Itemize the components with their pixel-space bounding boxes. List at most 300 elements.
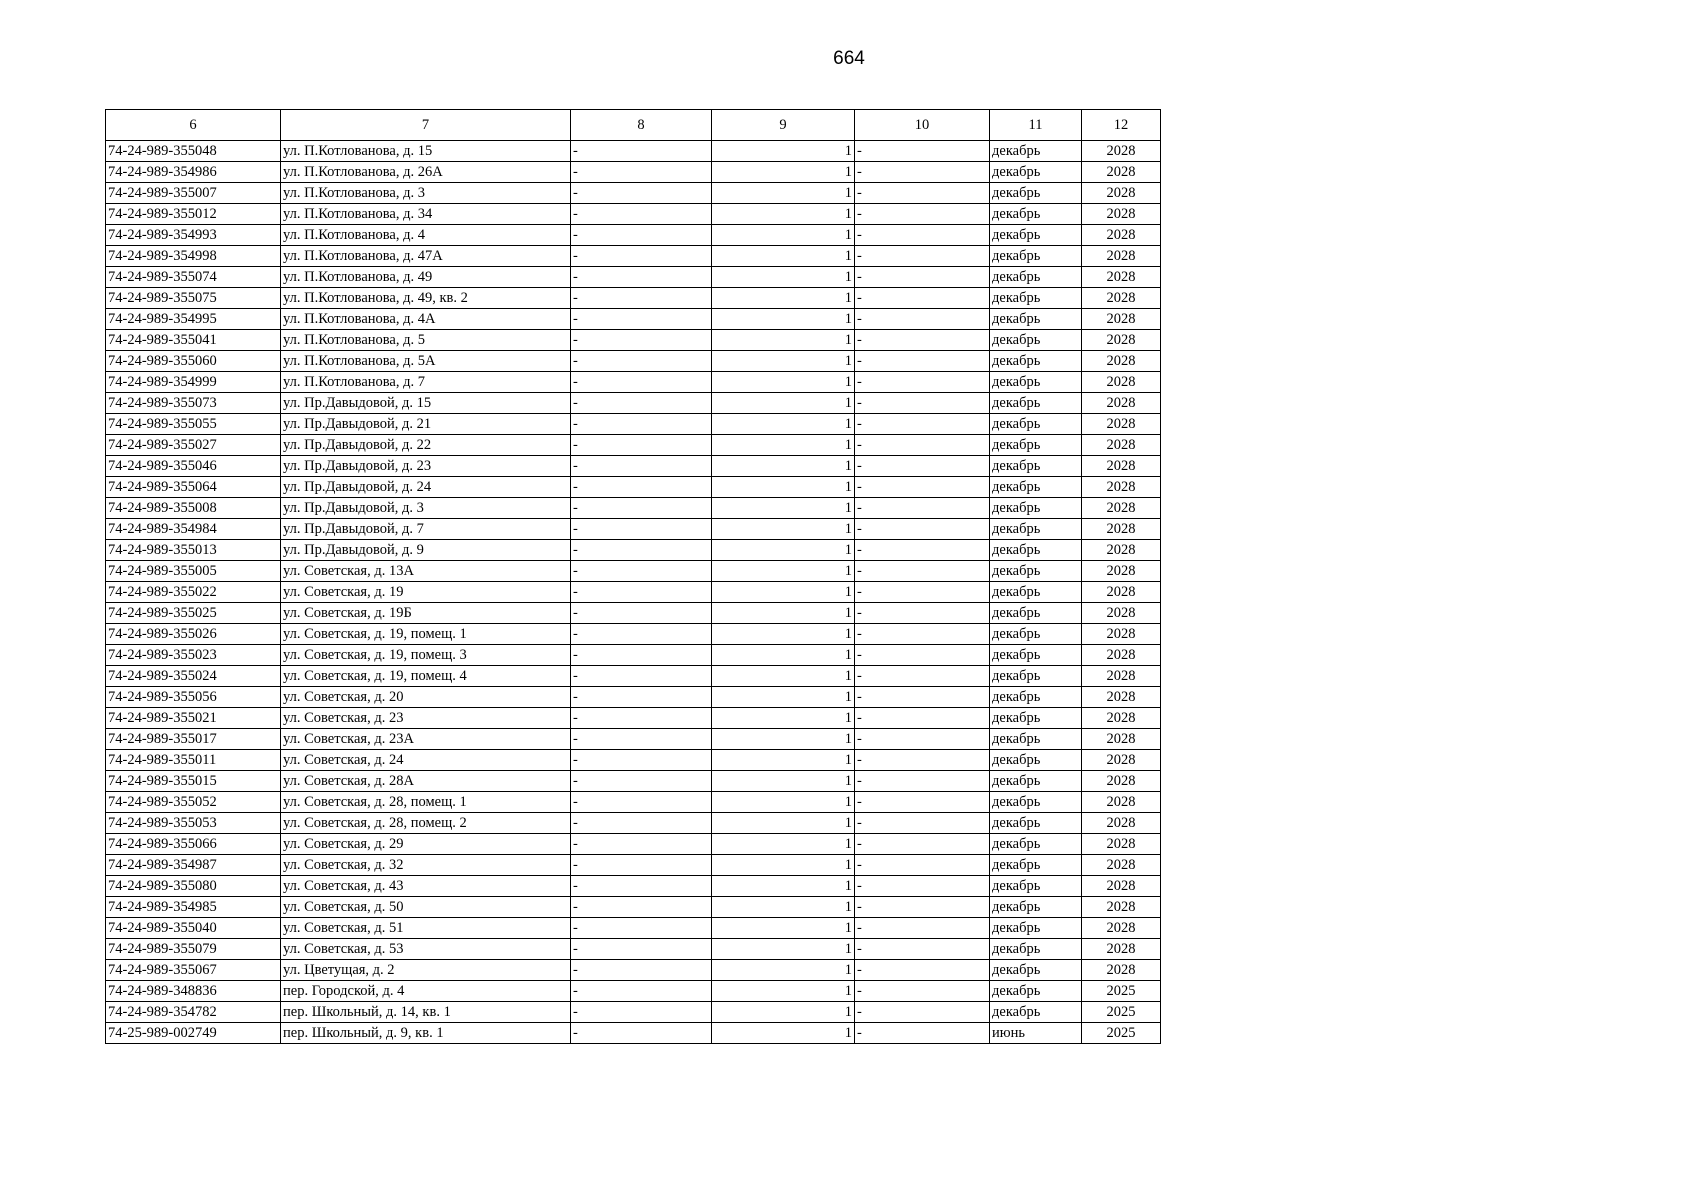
table-row	[106, 750, 1161, 771]
year-cell: 2028	[1082, 855, 1161, 876]
cadastral-number-cell: 74-24-989-355024	[106, 666, 281, 687]
cadastral-number-cell: 74-25-989-002749	[106, 1023, 281, 1044]
table-row	[106, 939, 1161, 960]
col9-cell: 1	[712, 729, 855, 750]
table-row	[106, 1023, 1161, 1044]
cadastral-number-cell: 74-24-989-355079	[106, 939, 281, 960]
column-header: 8	[571, 110, 712, 141]
year-cell: 2028	[1082, 876, 1161, 897]
month-cell: декабрь	[990, 645, 1082, 666]
col8-cell: -	[571, 456, 712, 477]
col8-cell: -	[571, 1002, 712, 1023]
col9-cell: 1	[712, 183, 855, 204]
table-row	[106, 141, 1161, 162]
col8-cell: -	[571, 729, 712, 750]
col8-cell: -	[571, 960, 712, 981]
cadastral-number-cell: 74-24-989-355067	[106, 960, 281, 981]
table-row	[106, 519, 1161, 540]
col10-cell: -	[855, 204, 990, 225]
cadastral-number-cell: 74-24-989-355027	[106, 435, 281, 456]
cadastral-number-cell: 74-24-989-355007	[106, 183, 281, 204]
col9-cell: 1	[712, 162, 855, 183]
table-row	[106, 792, 1161, 813]
cadastral-number-cell: 74-24-989-355017	[106, 729, 281, 750]
address-cell: пер. Городской, д. 4	[281, 981, 571, 1002]
table-row	[106, 897, 1161, 918]
col10-cell: -	[855, 708, 990, 729]
col8-cell: -	[571, 414, 712, 435]
column-header: 9	[712, 110, 855, 141]
month-cell: декабрь	[990, 981, 1082, 1002]
address-cell: ул. Советская, д. 23	[281, 708, 571, 729]
col10-cell: -	[855, 666, 990, 687]
address-cell: ул. Пр.Давыдовой, д. 15	[281, 393, 571, 414]
table-row	[106, 162, 1161, 183]
table-row	[106, 729, 1161, 750]
col10-cell: -	[855, 729, 990, 750]
year-cell: 2028	[1082, 351, 1161, 372]
col10-cell: -	[855, 477, 990, 498]
address-cell: ул. Советская, д. 19, помещ. 4	[281, 666, 571, 687]
year-cell: 2025	[1082, 981, 1161, 1002]
table-row	[106, 246, 1161, 267]
month-cell: декабрь	[990, 876, 1082, 897]
col8-cell: -	[571, 708, 712, 729]
cadastral-number-cell: 74-24-989-355026	[106, 624, 281, 645]
col10-cell: -	[855, 225, 990, 246]
col8-cell: -	[571, 1023, 712, 1044]
year-cell: 2028	[1082, 834, 1161, 855]
col10-cell: -	[855, 162, 990, 183]
cadastral-number-cell: 74-24-989-355073	[106, 393, 281, 414]
address-cell: ул. Пр.Давыдовой, д. 7	[281, 519, 571, 540]
address-cell: ул. П.Котлованова, д. 49	[281, 267, 571, 288]
col10-cell: -	[855, 183, 990, 204]
cadastral-number-cell: 74-24-989-355011	[106, 750, 281, 771]
cadastral-number-cell: 74-24-989-354985	[106, 897, 281, 918]
col9-cell: 1	[712, 855, 855, 876]
cadastral-number-cell: 74-24-989-355008	[106, 498, 281, 519]
col8-cell: -	[571, 603, 712, 624]
col8-cell: -	[571, 330, 712, 351]
col8-cell: -	[571, 498, 712, 519]
column-header: 7	[281, 110, 571, 141]
cadastral-number-cell: 74-24-989-355080	[106, 876, 281, 897]
address-cell: ул. Советская, д. 53	[281, 939, 571, 960]
month-cell: декабрь	[990, 309, 1082, 330]
month-cell: декабрь	[990, 246, 1082, 267]
col8-cell: -	[571, 246, 712, 267]
col9-cell: 1	[712, 897, 855, 918]
cadastral-number-cell: 74-24-989-355075	[106, 288, 281, 309]
cadastral-number-cell: 74-24-989-355066	[106, 834, 281, 855]
table-row	[106, 372, 1161, 393]
cadastral-number-cell: 74-24-989-348836	[106, 981, 281, 1002]
col8-cell: -	[571, 582, 712, 603]
address-cell: ул. Советская, д. 51	[281, 918, 571, 939]
col9-cell: 1	[712, 624, 855, 645]
col9-cell: 1	[712, 687, 855, 708]
col10-cell: -	[855, 309, 990, 330]
month-cell: декабрь	[990, 162, 1082, 183]
col8-cell: -	[571, 162, 712, 183]
col10-cell: -	[855, 834, 990, 855]
month-cell: декабрь	[990, 603, 1082, 624]
table-body	[106, 141, 1161, 1044]
year-cell: 2028	[1082, 561, 1161, 582]
year-cell: 2028	[1082, 540, 1161, 561]
table-row	[106, 624, 1161, 645]
year-cell: 2028	[1082, 204, 1161, 225]
col10-cell: -	[855, 372, 990, 393]
address-cell: ул. П.Котлованова, д. 5	[281, 330, 571, 351]
cadastral-number-cell: 74-24-989-355056	[106, 687, 281, 708]
col8-cell: -	[571, 834, 712, 855]
table-row	[106, 288, 1161, 309]
cadastral-number-cell: 74-24-989-355060	[106, 351, 281, 372]
address-cell: ул. Пр.Давыдовой, д. 23	[281, 456, 571, 477]
address-cell: пер. Школьный, д. 14, кв. 1	[281, 1002, 571, 1023]
table-row	[106, 813, 1161, 834]
table-row	[106, 267, 1161, 288]
address-cell: пер. Школьный, д. 9, кв. 1	[281, 1023, 571, 1044]
col8-cell: -	[571, 351, 712, 372]
year-cell: 2028	[1082, 897, 1161, 918]
col9-cell: 1	[712, 582, 855, 603]
col8-cell: -	[571, 897, 712, 918]
col10-cell: -	[855, 288, 990, 309]
month-cell: декабрь	[990, 414, 1082, 435]
col8-cell: -	[571, 183, 712, 204]
table-row	[106, 918, 1161, 939]
address-cell: ул. П.Котлованова, д. 15	[281, 141, 571, 162]
col8-cell: -	[571, 624, 712, 645]
col9-cell: 1	[712, 1002, 855, 1023]
table-row	[106, 876, 1161, 897]
col9-cell: 1	[712, 834, 855, 855]
address-cell: ул. П.Котлованова, д. 47А	[281, 246, 571, 267]
col10-cell: -	[855, 1002, 990, 1023]
year-cell: 2028	[1082, 939, 1161, 960]
col10-cell: -	[855, 939, 990, 960]
table-row	[106, 1002, 1161, 1023]
cadastral-number-cell: 74-24-989-355041	[106, 330, 281, 351]
col10-cell: -	[855, 435, 990, 456]
table-row	[106, 582, 1161, 603]
year-cell: 2028	[1082, 519, 1161, 540]
cadastral-number-cell: 74-24-989-355012	[106, 204, 281, 225]
month-cell: декабрь	[990, 771, 1082, 792]
cadastral-number-cell: 74-24-989-354995	[106, 309, 281, 330]
col10-cell: -	[855, 960, 990, 981]
address-cell: ул. Пр.Давыдовой, д. 24	[281, 477, 571, 498]
col9-cell: 1	[712, 771, 855, 792]
year-cell: 2028	[1082, 603, 1161, 624]
month-cell: декабрь	[990, 729, 1082, 750]
table-row	[106, 645, 1161, 666]
year-cell: 2028	[1082, 792, 1161, 813]
col9-cell: 1	[712, 435, 855, 456]
cadastral-number-cell: 74-24-989-355055	[106, 414, 281, 435]
column-header: 12	[1082, 110, 1161, 141]
col8-cell: -	[571, 477, 712, 498]
col9-cell: 1	[712, 750, 855, 771]
table-row	[106, 603, 1161, 624]
col8-cell: -	[571, 288, 712, 309]
col10-cell: -	[855, 351, 990, 372]
col9-cell: 1	[712, 1023, 855, 1044]
address-cell: ул. П.Котлованова, д. 4	[281, 225, 571, 246]
col10-cell: -	[855, 603, 990, 624]
month-cell: декабрь	[990, 687, 1082, 708]
cadastral-number-cell: 74-24-989-354999	[106, 372, 281, 393]
address-cell: ул. Пр.Давыдовой, д. 3	[281, 498, 571, 519]
month-cell: декабрь	[990, 834, 1082, 855]
year-cell: 2028	[1082, 435, 1161, 456]
col8-cell: -	[571, 645, 712, 666]
table-header-row	[106, 110, 1161, 141]
address-cell: ул. Советская, д. 43	[281, 876, 571, 897]
cadastral-number-cell: 74-24-989-355022	[106, 582, 281, 603]
month-cell: декабрь	[990, 183, 1082, 204]
col10-cell: -	[855, 246, 990, 267]
table-row	[106, 393, 1161, 414]
address-cell: ул. Советская, д. 19	[281, 582, 571, 603]
cadastral-number-cell: 74-24-989-355025	[106, 603, 281, 624]
table-row	[106, 561, 1161, 582]
address-cell: ул. Советская, д. 19, помещ. 3	[281, 645, 571, 666]
col9-cell: 1	[712, 981, 855, 1002]
col10-cell: -	[855, 141, 990, 162]
address-cell: ул. П.Котлованова, д. 34	[281, 204, 571, 225]
table-row	[106, 540, 1161, 561]
col8-cell: -	[571, 813, 712, 834]
year-cell: 2028	[1082, 582, 1161, 603]
cadastral-number-cell: 74-24-989-355040	[106, 918, 281, 939]
year-cell: 2028	[1082, 477, 1161, 498]
year-cell: 2025	[1082, 1023, 1161, 1044]
col10-cell: -	[855, 645, 990, 666]
address-cell: ул. Советская, д. 13А	[281, 561, 571, 582]
col8-cell: -	[571, 750, 712, 771]
col9-cell: 1	[712, 792, 855, 813]
month-cell: декабрь	[990, 519, 1082, 540]
cadastral-number-cell: 74-24-989-355015	[106, 771, 281, 792]
col8-cell: -	[571, 225, 712, 246]
column-header: 6	[106, 110, 281, 141]
year-cell: 2028	[1082, 687, 1161, 708]
cadastral-number-cell: 74-24-989-354782	[106, 1002, 281, 1023]
col9-cell: 1	[712, 204, 855, 225]
table-row	[106, 477, 1161, 498]
col10-cell: -	[855, 414, 990, 435]
data-table	[105, 109, 1161, 1044]
year-cell: 2028	[1082, 750, 1161, 771]
year-cell: 2028	[1082, 162, 1161, 183]
col8-cell: -	[571, 918, 712, 939]
month-cell: декабрь	[990, 855, 1082, 876]
address-cell: ул. Советская, д. 28, помещ. 1	[281, 792, 571, 813]
year-cell: 2028	[1082, 393, 1161, 414]
month-cell: декабрь	[990, 204, 1082, 225]
col8-cell: -	[571, 309, 712, 330]
col10-cell: -	[855, 519, 990, 540]
table-row	[106, 498, 1161, 519]
month-cell: декабрь	[990, 813, 1082, 834]
col8-cell: -	[571, 981, 712, 1002]
year-cell: 2028	[1082, 624, 1161, 645]
col8-cell: -	[571, 540, 712, 561]
address-cell: ул. Советская, д. 24	[281, 750, 571, 771]
cadastral-number-cell: 74-24-989-355021	[106, 708, 281, 729]
month-cell: декабрь	[990, 666, 1082, 687]
table-row	[106, 708, 1161, 729]
cadastral-number-cell: 74-24-989-355013	[106, 540, 281, 561]
col9-cell: 1	[712, 540, 855, 561]
month-cell: декабрь	[990, 288, 1082, 309]
address-cell: ул. П.Котлованова, д. 5А	[281, 351, 571, 372]
address-cell: ул. Советская, д. 29	[281, 834, 571, 855]
col8-cell: -	[571, 855, 712, 876]
year-cell: 2028	[1082, 372, 1161, 393]
cadastral-number-cell: 74-24-989-355074	[106, 267, 281, 288]
year-cell: 2028	[1082, 330, 1161, 351]
col9-cell: 1	[712, 372, 855, 393]
month-cell: декабрь	[990, 708, 1082, 729]
col8-cell: -	[571, 561, 712, 582]
year-cell: 2028	[1082, 141, 1161, 162]
col10-cell: -	[855, 792, 990, 813]
col9-cell: 1	[712, 330, 855, 351]
col9-cell: 1	[712, 288, 855, 309]
year-cell: 2028	[1082, 645, 1161, 666]
col9-cell: 1	[712, 918, 855, 939]
col9-cell: 1	[712, 393, 855, 414]
address-cell: ул. Советская, д. 19, помещ. 1	[281, 624, 571, 645]
cadastral-number-cell: 74-24-989-355064	[106, 477, 281, 498]
col10-cell: -	[855, 750, 990, 771]
address-cell: ул. Советская, д. 28, помещ. 2	[281, 813, 571, 834]
col9-cell: 1	[712, 267, 855, 288]
month-cell: декабрь	[990, 540, 1082, 561]
month-cell: декабрь	[990, 624, 1082, 645]
col9-cell: 1	[712, 498, 855, 519]
cadastral-number-cell: 74-24-989-355048	[106, 141, 281, 162]
col8-cell: -	[571, 792, 712, 813]
table-row	[106, 204, 1161, 225]
table-row	[106, 834, 1161, 855]
month-cell: декабрь	[990, 561, 1082, 582]
year-cell: 2028	[1082, 225, 1161, 246]
year-cell: 2028	[1082, 729, 1161, 750]
address-cell: ул. Советская, д. 23А	[281, 729, 571, 750]
year-cell: 2028	[1082, 918, 1161, 939]
col9-cell: 1	[712, 414, 855, 435]
column-header: 10	[855, 110, 990, 141]
col9-cell: 1	[712, 645, 855, 666]
col9-cell: 1	[712, 351, 855, 372]
month-cell: декабрь	[990, 939, 1082, 960]
year-cell: 2028	[1082, 414, 1161, 435]
year-cell: 2028	[1082, 960, 1161, 981]
year-cell: 2028	[1082, 288, 1161, 309]
address-cell: ул. Пр.Давыдовой, д. 21	[281, 414, 571, 435]
col8-cell: -	[571, 435, 712, 456]
col10-cell: -	[855, 267, 990, 288]
col9-cell: 1	[712, 876, 855, 897]
address-cell: ул. Советская, д. 19Б	[281, 603, 571, 624]
table-row	[106, 435, 1161, 456]
column-header: 11	[990, 110, 1082, 141]
col9-cell: 1	[712, 519, 855, 540]
table-row	[106, 687, 1161, 708]
col9-cell: 1	[712, 813, 855, 834]
col9-cell: 1	[712, 246, 855, 267]
address-cell: ул. П.Котлованова, д. 26А	[281, 162, 571, 183]
year-cell: 2028	[1082, 666, 1161, 687]
year-cell: 2028	[1082, 183, 1161, 204]
col8-cell: -	[571, 687, 712, 708]
col8-cell: -	[571, 267, 712, 288]
table-row	[106, 960, 1161, 981]
col9-cell: 1	[712, 708, 855, 729]
col10-cell: -	[855, 498, 990, 519]
year-cell: 2028	[1082, 309, 1161, 330]
col9-cell: 1	[712, 666, 855, 687]
col10-cell: -	[855, 918, 990, 939]
col8-cell: -	[571, 771, 712, 792]
col8-cell: -	[571, 666, 712, 687]
col8-cell: -	[571, 519, 712, 540]
col10-cell: -	[855, 687, 990, 708]
col10-cell: -	[855, 897, 990, 918]
col10-cell: -	[855, 540, 990, 561]
col8-cell: -	[571, 876, 712, 897]
year-cell: 2028	[1082, 267, 1161, 288]
col9-cell: 1	[712, 477, 855, 498]
col10-cell: -	[855, 876, 990, 897]
col10-cell: -	[855, 456, 990, 477]
month-cell: декабрь	[990, 393, 1082, 414]
month-cell: декабрь	[990, 456, 1082, 477]
table-row	[106, 456, 1161, 477]
col10-cell: -	[855, 561, 990, 582]
col8-cell: -	[571, 939, 712, 960]
cadastral-number-cell: 74-24-989-355053	[106, 813, 281, 834]
table-row	[106, 330, 1161, 351]
address-cell: ул. Пр.Давыдовой, д. 22	[281, 435, 571, 456]
month-cell: декабрь	[990, 267, 1082, 288]
month-cell: декабрь	[990, 1002, 1082, 1023]
cadastral-number-cell: 74-24-989-354993	[106, 225, 281, 246]
year-cell: 2028	[1082, 813, 1161, 834]
cadastral-number-cell: 74-24-989-354998	[106, 246, 281, 267]
month-cell: декабрь	[990, 372, 1082, 393]
col9-cell: 1	[712, 456, 855, 477]
col8-cell: -	[571, 141, 712, 162]
table-row	[106, 183, 1161, 204]
address-cell: ул. Советская, д. 32	[281, 855, 571, 876]
table-row	[106, 771, 1161, 792]
month-cell: декабрь	[990, 897, 1082, 918]
year-cell: 2028	[1082, 246, 1161, 267]
year-cell: 2028	[1082, 708, 1161, 729]
table-row	[106, 414, 1161, 435]
month-cell: декабрь	[990, 918, 1082, 939]
address-cell: ул. Советская, д. 50	[281, 897, 571, 918]
address-cell: ул. Пр.Давыдовой, д. 9	[281, 540, 571, 561]
cadastral-number-cell: 74-24-989-354987	[106, 855, 281, 876]
